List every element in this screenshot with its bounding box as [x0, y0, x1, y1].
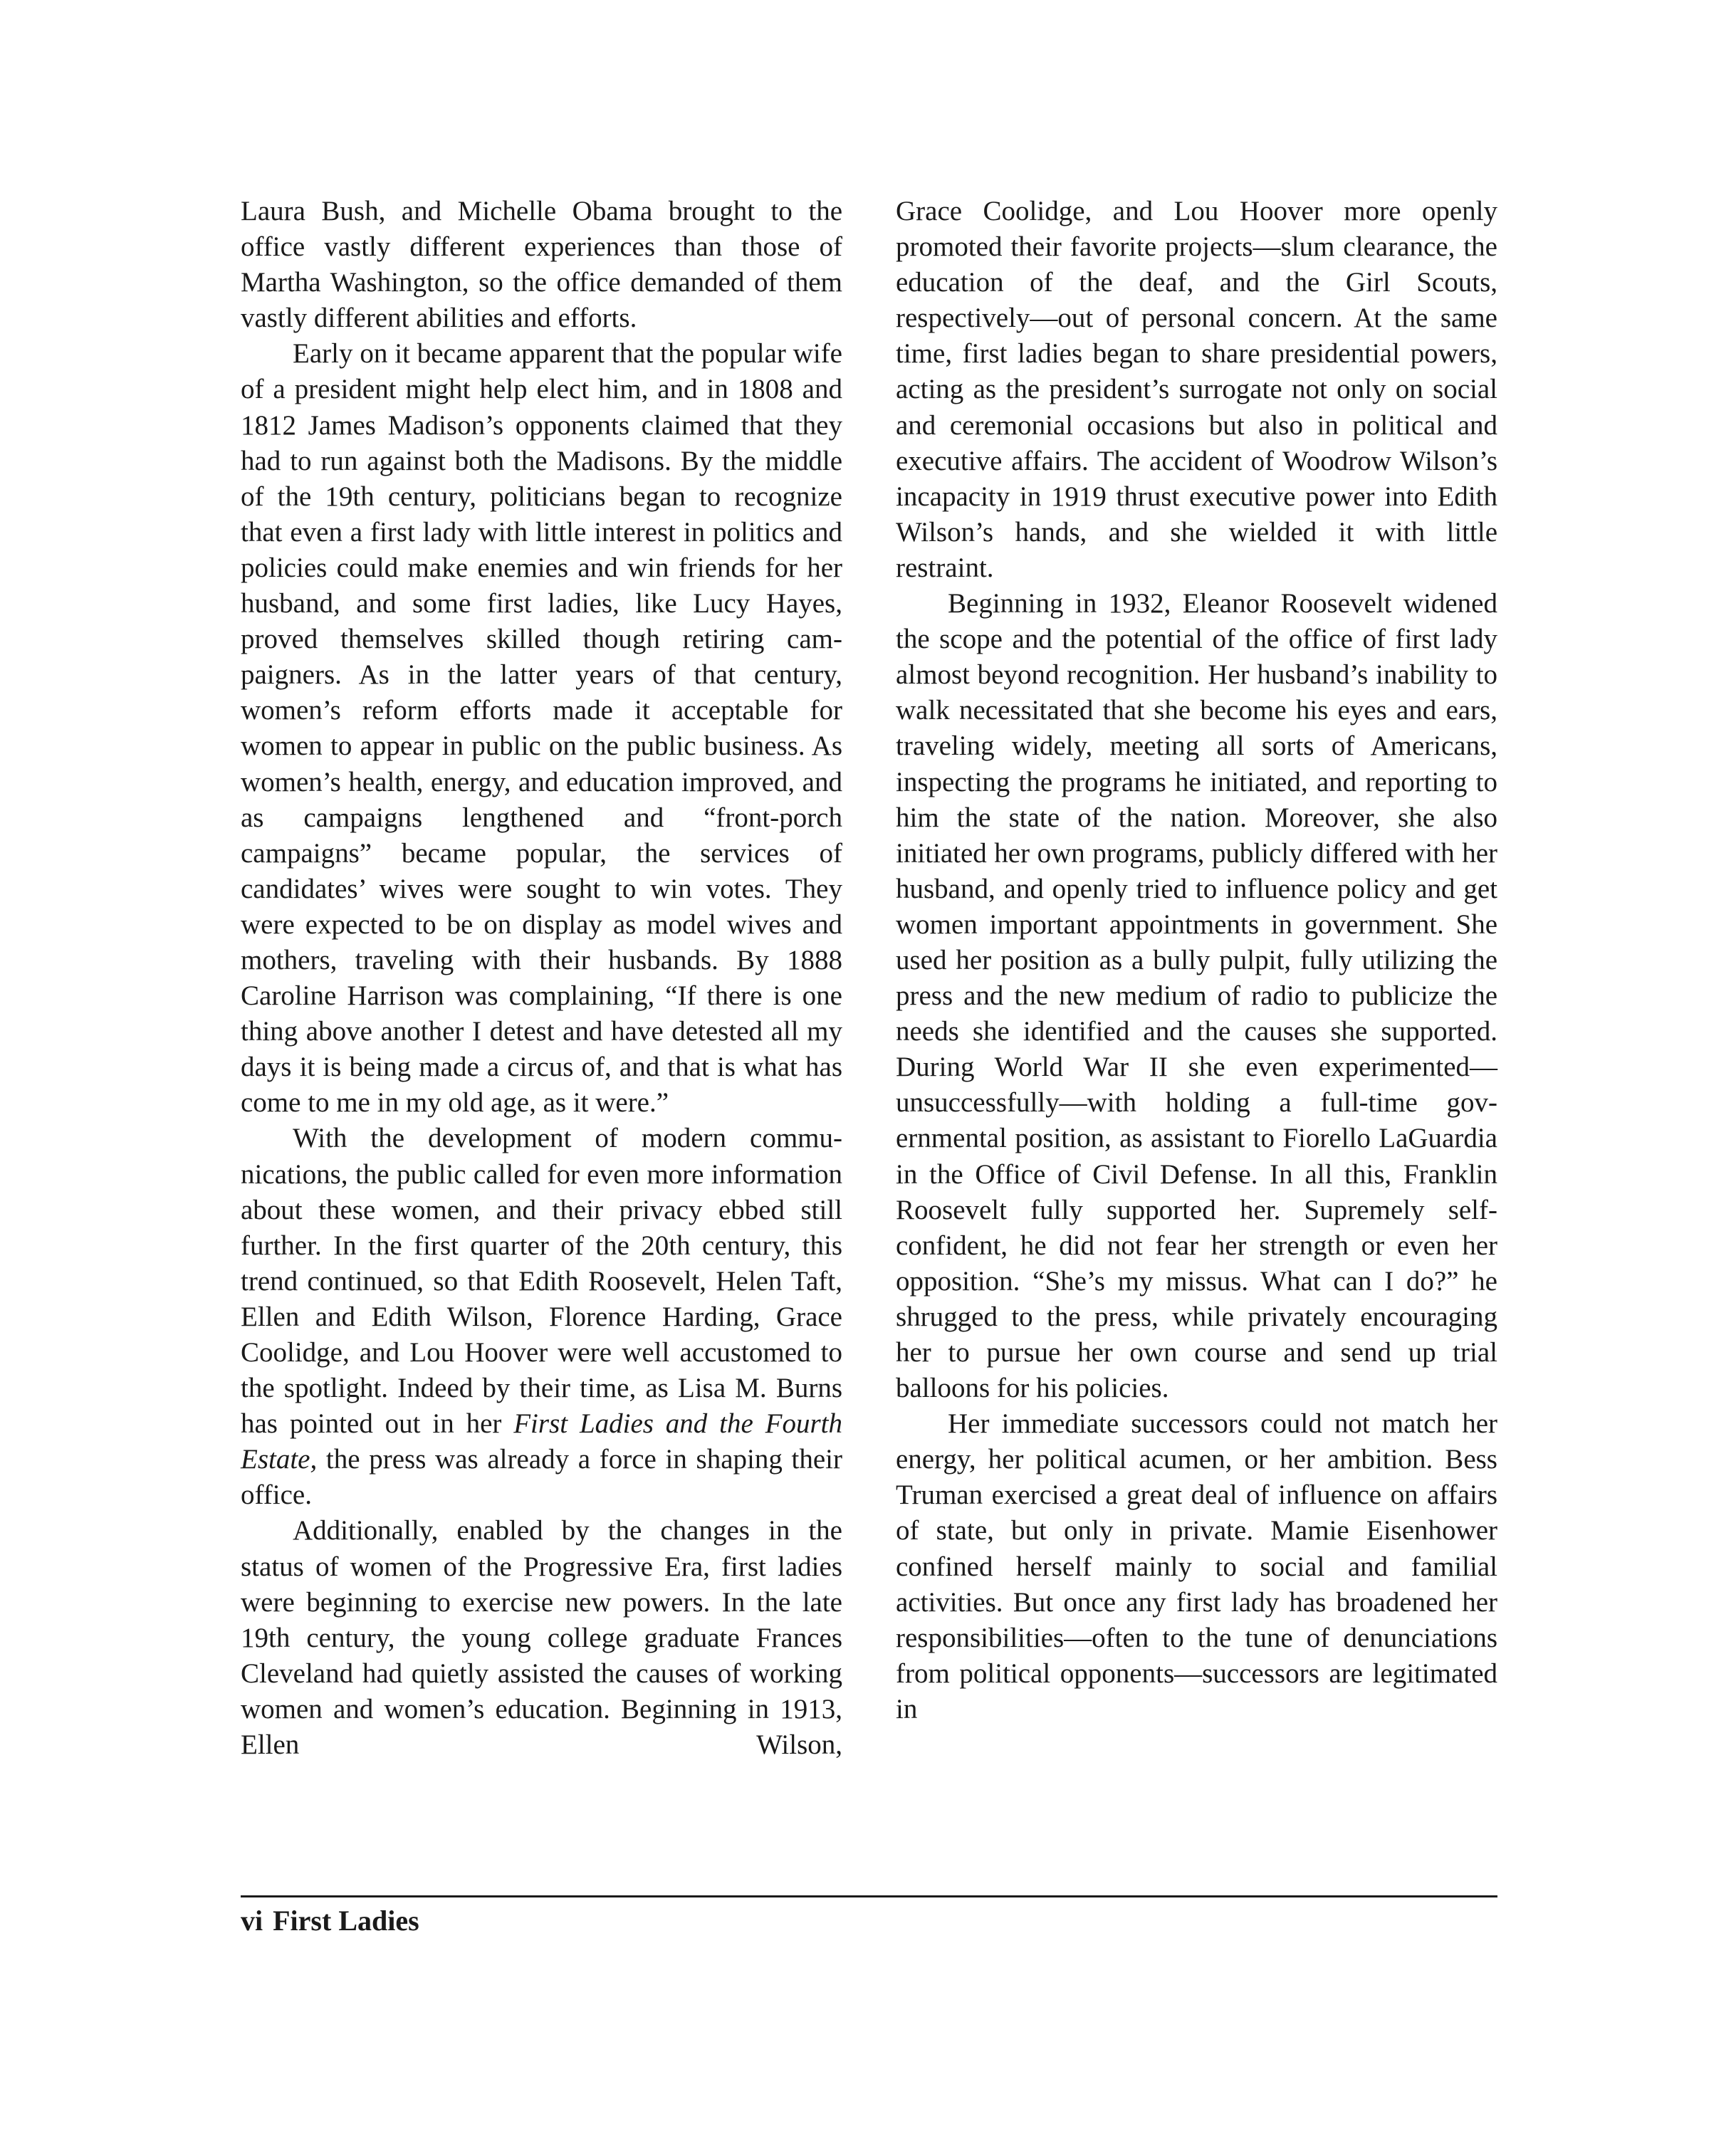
right-paragraph-2: Beginning in 1932, Eleanor Roosevelt widened the scope and the potential of the office of first lady almost beyond recognition. Her husband’s inability to walk necessitated that she become his eyes and ears, traveling widely, meeting all sorts of Americans, inspecting the programs he initiated, and reporting to him the state of the nation. Moreover, she also initiated her own programs, publicly differed with her husband, and openly tried to influence policy and get women important appointments in government. She used her position as a bully pulpit, fully utilizing the press and the new medium of radio to publicize the needs she identified and the causes she supported. During World War II she even experimented— unsuccessfully—with holding a full-time governmental position, as assistant to Fiorello LaGuardia in the Office of Civil Defense. In all this, Franklin Roosevelt fully supported her. Supremely self-confident, he did not fear her strength or even her opposition. “She’s my missus. What can I do?” he shrugged to the press, while privately encouraging her to pursue her own course and send up trial balloons for his policies.	[896, 588, 1497, 1404]
left-paragraph-3	[241, 1121, 842, 1513]
left-paragraph-3-text-b: the press was already a force in shaping their office.	[241, 1444, 842, 1511]
left-paragraph-2: Early on it became apparent that the popular wife of a president might help elect him, and in 1808 and 1812 James Madison’s opponents claimed that they had to run against both the Madisons. By the middle of the 19th century, politicians began to recognize that even a first lady with little interest in politics and policies could make enemies and win friends for her husband, and some first ladies, like Lucy Hayes, proved themselves skilled though retiring campaigners. As in the latter years of that century, women’s reform efforts made it acceptable for women to appear in public on the public business. As women’s health, energy, and education improved, and as campaigns lengthened and “front-porch campaigns” became popular, the services of candidates’ wives were sought to win votes. They were expected to be on display as model wives and mothers, traveling with their husbands. By 1888 Caroline Harrison was complaining, “If there is one thing above another I detest and have detested all my days it is being made a circus of, and that is what has come to me in my old age, as it were.”	[241, 338, 842, 1119]
left-column	[241, 194, 842, 1763]
footer-rule	[241, 1895, 1497, 1897]
book-citation-title: First Ladies and the Fourth Estate,	[241, 1408, 843, 1475]
right-paragraph-3: Her immediate successors could not match her energy, her political acumen, or her ambition. Bess Truman exercised a great deal of influence on affairs of state, but only in private. Mamie Eisenhower confined herself mainly to social and familial activities. But once any first lady has broadened her responsibilities—often to the tune of denunciations from political opponents—successors are legitimated in	[896, 1408, 1497, 1724]
running-title: First Ladies	[273, 1905, 419, 1937]
page-number: vi	[241, 1905, 263, 1937]
left-paragraph-4: Additionally, enabled by the changes in the status of women of the Progressive Era, first ladies were beginning to exercise new powers. In the late 19th century, the young college graduate Frances Cleveland had quietly assisted the causes of working women and women’s education. Beginning in 1913, Ellen Wilson,	[241, 1515, 842, 1761]
left-paragraph-1: Laura Bush, and Michelle Obama brought to the office vastly different experiences than those of Martha Washington, so the office demanded of them vastly different abilities and efforts.	[241, 196, 842, 334]
right-paragraph-1: Grace Coolidge, and Lou Hoover more openly promoted their favorite projects—slum clearance, the education of the deaf, and the Girl Scouts, respectively—out of personal concern. At the same time, first ladies began to share presidential powers, acting as the president’s surrogate not only on social and ceremonial occasions but also in political and executive affairs. The accident of Woodrow Wilson’s incapacity in 1919 thrust executive power into Edith Wilson’s hands, and she wielded it with little restraint.	[896, 196, 1497, 583]
page-footer	[241, 1901, 419, 1941]
right-column	[896, 194, 1497, 1727]
left-paragraph-3-text-a: With the development of modern communications, the public called for even more information about these women, and their privacy ebbed still further. In the first quarter of the 20th century, this trend continued, so that Edith Roosevelt, Helen Taft, Ellen and Edith Wilson, Florence Harding, Grace Coolidge, and Lou Hoover were well accustomed to the spotlight. Indeed by their time, as Lisa M. Burns has pointed out in her	[241, 1123, 842, 1440]
